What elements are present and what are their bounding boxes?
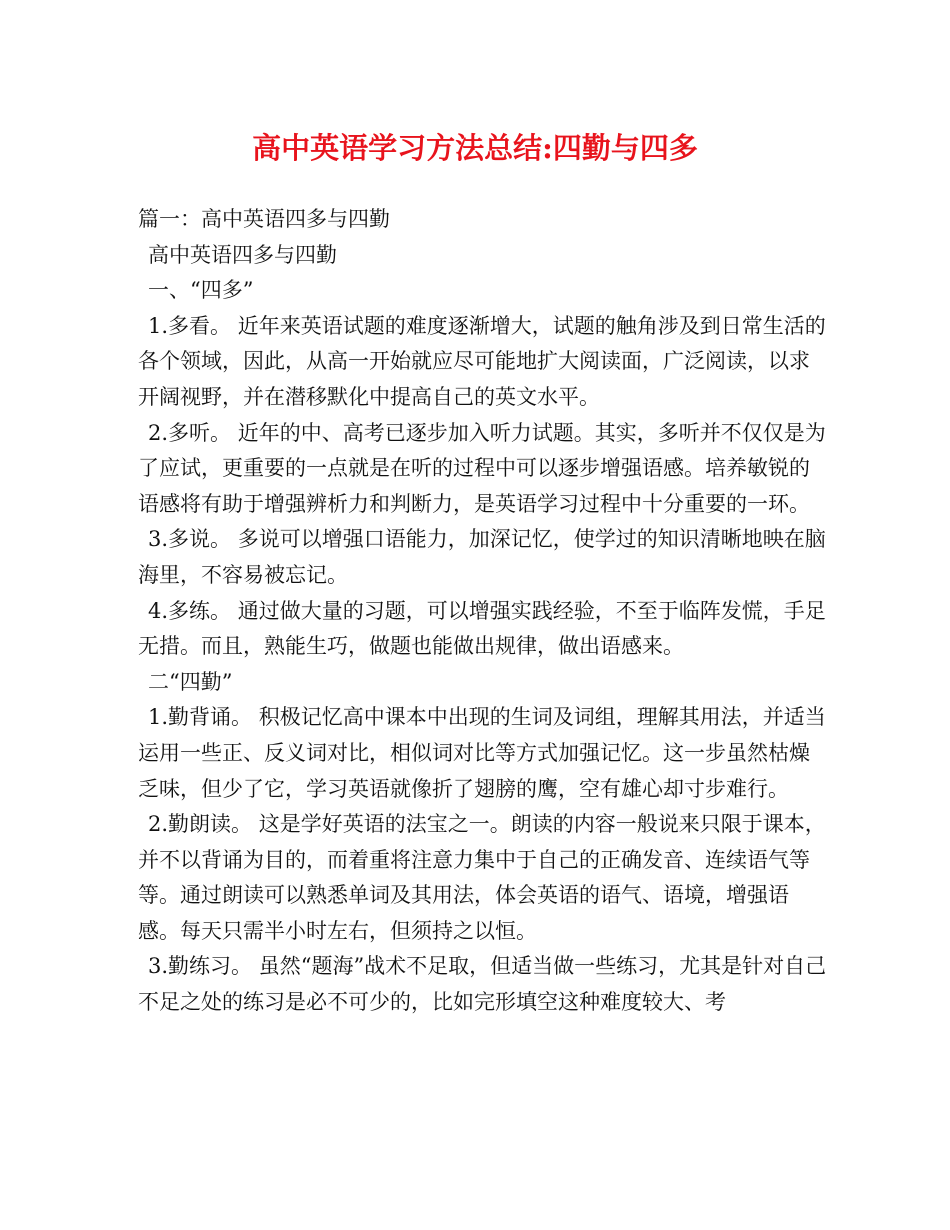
paragraph-item bbox=[138, 949, 828, 1020]
paragraph-item-text: 2.多听。 近年的中、高考已逐步加入听力试题。其实，多听并不仅仅是为了应试，更重要的一点就是在听的过程中可以逐步增强语感。培养敏锐的语感将有助于增强辨析力和判断力，是英语学习过程中十分重要的一环。 bbox=[138, 420, 826, 516]
document-title: 高中英语学习方法总结:四勤与四多 bbox=[252, 131, 698, 165]
paragraph-item bbox=[138, 807, 828, 949]
paragraph-item-text: 3.多说。 多说可以增强口语能力，加深记忆，使学过的知识清晰地映在脑海里，不容易被忘记。 bbox=[138, 527, 826, 587]
section-heading-four-diligence: 二“四勤” bbox=[148, 669, 233, 694]
paragraph-item bbox=[138, 594, 828, 665]
paragraph-item bbox=[138, 416, 828, 523]
paragraph-item-text: 1.多看。 近年来英语试题的难度逐渐增大，试题的触角涉及到日常生活的各个领域，因此，从高一开始就应尽可能地扩大阅读面，广泛阅读，以求开阔视野，并在潜移默化中提高自己的英文水平。 bbox=[138, 313, 826, 409]
paragraph-subtitle: 高中英语四多与四勤 bbox=[148, 242, 337, 267]
paragraph-heading-1: 篇一：高中英语四多与四勤 bbox=[138, 207, 390, 231]
paragraph-item bbox=[138, 309, 828, 416]
paragraph-item-text: 3.勤练习。 虽然“题海”战术不足取，但适当做一些练习，尤其是针对自己不足之处的练习是必不可少的，比如完形填空这种难度较大、考 bbox=[138, 954, 827, 1015]
paragraph-item-text: 2.勤朗读。 这是学好英语的法宝之一。朗读的内容一般说来只限于课本，并不以背诵为目的，而着重将注意力集中于自己的正确发音、连续语气等等。通过朗读可以熟悉单词及其用法，体会英语的语气、语境，增强语感。每天只需半小时左右，但须持之以恒。 bbox=[138, 812, 826, 943]
section-heading-four-more: 一、“四多” bbox=[148, 278, 254, 303]
paragraph-item bbox=[138, 522, 828, 593]
paragraph-item bbox=[138, 700, 828, 807]
paragraph-item-text: 4.多练。 通过做大量的习题，可以增强实践经验，不至于临阵发慌，手足无措。而且，熟能生巧，做题也能做出规律，做出语感来。 bbox=[138, 598, 826, 659]
document-body bbox=[138, 202, 828, 1021]
paragraph-item-text: 1.勤背诵。 积极记忆高中课本中出现的生词及词组，理解其用法，并适当运用一些正、反义词对比，相似词对比等方式加强记忆。这一步虽然枯燥乏味，但少了它，学习英语就像折了翅膀的鹰，空有雄心却寸步难行。 bbox=[138, 705, 826, 801]
